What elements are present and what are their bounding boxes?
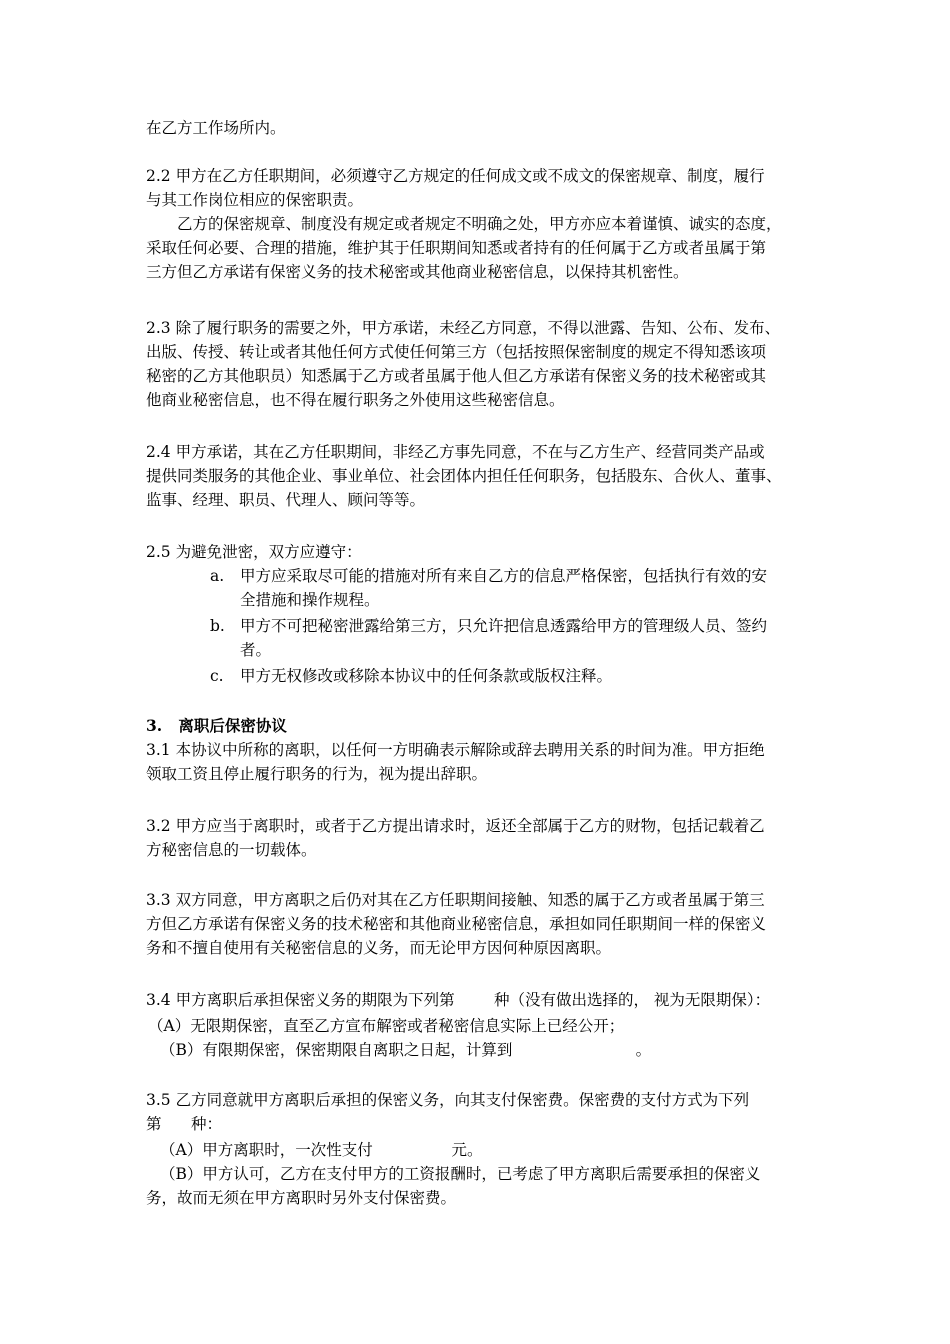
list-item-text: 甲方无权修改或移除本协议中的任何条款或版权注释。: [240, 667, 613, 685]
clause-3-1-line: 3.1 本协议中所称的离职，以任何一方明确表示解除或辞去聘用关系的时间为准。甲方拒绝: [146, 741, 765, 759]
clause-2-2-line: 与其工作岗位相应的保密职责。: [146, 191, 364, 209]
clause-2-2-line: 乙方的保密规章、制度没有规定或者规定不明确之处，甲方亦应本着谨慎、诚实的态度，: [177, 215, 782, 233]
clause-3-4-option: （A）无限期保密，直至乙方宣布解密或者秘密信息实际上已经公开；: [148, 1017, 625, 1035]
list-item-text: 者。: [240, 641, 272, 659]
clause-2-4-line: 提供同类服务的其他企业、事业单位、社会团体内担任任何职务，包括股东、合伙人、董事、: [146, 467, 782, 485]
clause-2-3-line: 他商业秘密信息，也不得在履行职务之外使用这些秘密信息。: [146, 391, 565, 409]
clause-2-4-line: 2.4 甲方承诺，其在乙方任职期间，非经乙方事先同意，不在与乙方生产、经营同类产品或: [146, 443, 765, 461]
list-item-text: 全措施和操作规程。: [240, 591, 380, 609]
clause-3-3-line: 3.3 双方同意，甲方离职之后仍对其在乙方任职期间接触、知悉的属于乙方或者虽属于第三: [146, 891, 765, 909]
intro-line: 在乙方工作场所内。: [146, 119, 286, 137]
list-item-text: 甲方不可把秘密泄露给第三方，只允许把信息透露给甲方的管理级人员、签约: [240, 617, 768, 635]
clause-2-3-line: 2.3 除了履行职务的需要之外，甲方承诺，未经乙方同意，不得以泄露、告知、公布、发布、: [146, 319, 781, 337]
clause-3-3-line: 务和不擅自使用有关秘密信息的义务，而无论甲方因何种原因离职。: [146, 939, 612, 957]
list-marker: b.: [210, 617, 225, 635]
clause-2-2-line: 采取任何必要、合理的措施，维护其于任职期间知悉或者持有的任何属于乙方或者虽属于第: [146, 239, 767, 257]
clause-2-3-line: 秘密的乙方其他职员）知悉属于乙方或者虽属于他人但乙方承诺有保密义务的技术秘密或其: [146, 367, 767, 385]
clause-3-2-line: 3.2 甲方应当于离职时，或者于乙方提出请求时，返还全部属于乙方的财物，包括记载着乙: [146, 817, 765, 835]
clause-3-1-line: 领取工资且停止履行职务的行为，视为提出辞职。: [146, 765, 488, 783]
clause-2-2-line: 三方但乙方承诺有保密义务的技术秘密或其他商业秘密信息，以保持其机密性。: [146, 263, 689, 281]
clause-3-5-option: （A）甲方离职时，一次性支付 元。: [160, 1141, 483, 1159]
clause-3-5-line: 3.5 乙方同意就甲方离职后承担的保密义务，向其支付保密费。保密费的支付方式为下列: [146, 1091, 750, 1109]
clause-2-4-line: 监事、经理、职员、代理人、顾问等等。: [146, 491, 426, 509]
clause-3-3-line: 方但乙方承诺有保密义务的技术秘密和其他商业秘密信息，承担如同任职期间一样的保密义: [146, 915, 767, 933]
list-marker: c.: [210, 667, 224, 685]
list-item-text: 甲方应采取尽可能的措施对所有来自乙方的信息严格保密，包括执行有效的安: [240, 567, 768, 585]
clause-3-4-option: （B）有限期保密，保密期限自离职之日起，计算到 。: [160, 1041, 652, 1059]
section-3-heading: 3. 离职后保密协议: [146, 716, 287, 735]
list-marker: a.: [210, 567, 225, 585]
clause-3-5-option: （B）甲方认可，乙方在支付甲方的工资报酬时，已考虑了甲方离职后需要承担的保密义: [160, 1165, 761, 1183]
clause-3-4-line: 3.4 甲方离职后承担保密义务的期限为下列第 种（没有做出选择的， 视为无限期保）：: [146, 991, 771, 1009]
clause-2-5-intro: 2.5 为避免泄密，双方应遵守：: [146, 543, 362, 561]
clause-3-2-line: 方秘密信息的一切载体。: [146, 841, 317, 859]
clause-2-3-line: 出版、传授、转让或者其他任何方式使任何第三方（包括按照保密制度的规定不得知悉该项: [146, 343, 767, 361]
clause-2-2-line: 2.2 甲方在乙方任职期间，必须遵守乙方规定的任何成文或不成文的保密规章、制度，履行: [146, 167, 765, 185]
clause-3-5-line: 务，故而无须在甲方离职时另外支付保密费。: [146, 1189, 457, 1207]
clause-3-5-line: 第 种：: [146, 1115, 223, 1133]
